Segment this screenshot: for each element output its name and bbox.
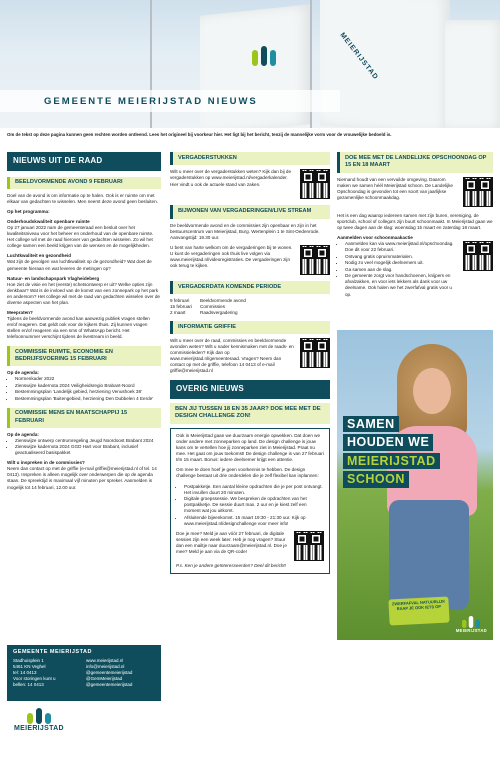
flag-logo: [250, 44, 280, 68]
qr-code-icon[interactable]: [300, 338, 330, 368]
qr-code-icon[interactable]: [300, 245, 330, 275]
beeldvormende-text: Doel van de avond is om informatie op te halen. Ook is er ruimte om met elkaar van gedachten te wisselen. Men neemt deze avond geen besluiten.: [7, 192, 158, 204]
onderhoud-text: Op 27 januari 2022 nam de gemeenteraad een besluit over het kwaliteitsniveau voor het beheer en onderhoud van de openbare ruimte. Het college wil met de raad hierover van gedachten wisselen. Zo wil het college samen een beeld krijgen van de wensen en de mogelijkheden.: [7, 225, 154, 249]
email-link[interactable]: info@meierijstad.nl: [86, 664, 125, 670]
address-line: Voor storingen kunt u: [13, 676, 56, 682]
meierijstad-logo-icon: [250, 44, 280, 66]
vergaderstukken-text: Wilt u meer over de vergaderstukken weten? Kijk dan bij de vergaderstukken op www.meierijstad.nl/vergaderkalender. Hier vindt u ook de actuele stand van zaken.: [170, 169, 292, 187]
section-title: NIEUWS UIT DE RAAD: [7, 152, 161, 171]
beeldvormende-head: BEELDVORMENDE AVOND 9 FEBRUARI: [7, 177, 161, 189]
ds-text-4: P.s. Ken je andere geïnteresseerden? Deel dit bericht!: [176, 562, 286, 568]
page-title: GEMEENTE MEIERIJSTAD NIEUWS: [44, 96, 258, 107]
list-item: • Zienswijze kadernota 2024 GGD Hart voor Brabant, inclusief geactualiseerd basispakket: [15, 444, 161, 456]
address-line: Stadhuisplein 1: [13, 658, 44, 664]
person-jeans: [389, 500, 469, 610]
column-opschoondag: [337, 152, 493, 308]
website-link[interactable]: www.meierijstad.nl: [86, 658, 124, 664]
bijwonen-text: De beeldvormende avond en de commissies zijn openbaar en zijn in het bestuurscentrum van Meierijstad, Burg. Wertenplein 1 te Sint-Oedenrode. Aanvangstijd: 19.30 uur.: [170, 222, 320, 240]
lucht-title: Luchtkwaliteit en gezondheid: [7, 253, 72, 259]
header-banner: [0, 0, 500, 128]
table-cell: Raadsvergadering: [200, 310, 238, 316]
design-challenge-head: BEN JIJ TUSSEN 18 EN 35 JAAR? DOE MEE MET DE DESIGN CHALLENGE ZON!: [170, 403, 330, 424]
table-cell: Beeldvormende avond: [200, 298, 246, 304]
person-face: [413, 368, 451, 414]
list-item: • Nodig zo veel mogelijk deelnemers uit.: [345, 260, 458, 266]
facebook-link[interactable]: @gemeentemeierijstad: [86, 670, 133, 676]
flag: [445, 20, 500, 128]
table-cell: 15 februari: [170, 304, 192, 310]
campaign-slogan: [343, 416, 440, 488]
qr-code-icon[interactable]: [300, 169, 330, 199]
twitter-link[interactable]: @GemMeierijstad: [86, 676, 123, 682]
qr-code-icon[interactable]: [463, 241, 493, 271]
instagram-link[interactable]: @gemeentemeierijstad: [86, 682, 133, 687]
aanmelden-list: [345, 241, 458, 298]
ds-text-2: Om mee te doen hoef je geen voorkennis te hebben. De design challenge bestaat uit drie onderdelen die je zelf flexibel kan inplannen:: [176, 467, 319, 479]
address-line[interactable]: bellen: 14 0413: [13, 682, 44, 687]
vergaderstukken-head: VERGADERSTUKKEN: [170, 152, 330, 165]
zwerfafval-sticker: ZWERFAFVAL NATUURLIJK RAAP JE OOK IETS OP: [388, 596, 449, 625]
natuur-title: Natuur- en landschapspark Vlagheideberg: [7, 275, 100, 281]
list-item: • Postpakketje. Een aantal kleine opdrachten die je per post ontvangt. Het invullen duurt 20 minuten.: [184, 484, 324, 496]
slogan-line: HOUDEN WE: [343, 434, 433, 450]
list-item: • Aanmelden kan via www.meierijstad.nl/opschoondag. Doe dit voor 22 februari.: [345, 241, 458, 253]
opschoondag-head: DOE MEE MET DE LANDELIJKE OPSCHOONDAG OP 15 EN 18 MAART: [337, 152, 493, 173]
ds-text-3: Doe je mee? Meld je aan vóór 27 februari, de digitale sessies zijn een week later. Heb je nog vragen? Stuur dan een mailtje naar duurzaam@meierijstad.nl. Doe je mee? Meld je aan via de QR-code!: [176, 530, 287, 555]
slogan-line: SCHOON: [343, 471, 409, 487]
commissie-mens-head: COMMISSIE MENS EN MAATSCHAPPIJ 15 FEBRUARI: [7, 408, 161, 428]
vergaderdata-table: [170, 298, 330, 316]
qr-code-icon[interactable]: [463, 177, 493, 207]
bijwonen-head: BIJWONEN VAN VERGADERINGEN/LIVE STREAM: [170, 205, 330, 218]
campaign-photo: [337, 330, 493, 640]
logo-wordmark: MEIERIJSTAD: [455, 628, 487, 634]
meierijstad-logo: [14, 708, 64, 733]
griffie-text: Wilt u meer over de raad, commissies en beeldvormende avonden weten? Wilt u nader kennismaken met de raads- en commissieleden? Kijk dan op www.meierijstad.nl/gemeenteraad. Vragen? Neem dan contact op met de griffie, telefoon 14 0413 of e-mail griffie@meierijstad.nl: [170, 337, 294, 374]
natuur-text: Hoe ziet de visie en het (eerste) schetsontwerp er uit? Welke opties zijn denkbaar? Wat is de invloed van de komst van een zonnepark op het park en andersom? Het college wil met de raad van gedachten wisselen over de diverse aspecten van het plan.: [7, 281, 160, 305]
meepraten-text: Tijdens de beeldvormende avond kan aanwezig publiek vragen stellen en/of reageren. Dat geldt ook voor de kijkers thuis. Zij kunnen vragen stellen en/of reageren via een sms of WhatsApp bericht. Het telefoonnummer verschijnt tijdens de livestream in beeld.: [7, 315, 150, 340]
ds-list: [184, 484, 324, 527]
commissie-ruimte-head: COMMISSIE RUIMTE, ECONOMIE EN BEDRIJFSVOERING 15 FEBRUARI: [7, 346, 161, 366]
table-cell: 9 februari: [170, 298, 190, 304]
inspreken-text: Neem dan contact op met de griffie (e-mail griffie@meierijstad.nl of tel. 14 0413). Inspreken is alleen mogelijk over onderwerpen die op de agenda staan. De spreektijd is maximaal vijf minuten per spreker. Aanmelden is mogelijk tot 14 februari, 12.00 uur.: [7, 466, 157, 490]
list-item: • Normenkader 2022: [15, 376, 161, 382]
aanmelden-title: Aanmelden voor schoonmaakactie: [337, 234, 413, 240]
list-item: • Zienswijze kadernota 2024 Veiligheidsregio Brabant-Noord: [15, 383, 161, 389]
ds-text-1: Ook in Meierijstad gaan we duurzaam energie opwekken. Dat doen we onder andere met zonneparken op land. De design challenge is jouw kans om te vertellen hoe jij zonneparken ziet in Meierijstad. Praat nu mee. Het gaat om jouw toekomst! De design challenge is van 27 februari t/m 15 maart. Bonus: iedere deelnemer krijgt een attentie.: [176, 433, 324, 463]
list-item: • Digitale groepssessie. We bespreken de opdrachten van het postpakketje. De sessie duurt max. 2 uur en je kiest zelf een moment wat jou uitkomt.: [184, 496, 324, 514]
list-item: • Afsluitende bijeenkomst. 15 maart 19:30 - 21:30 uur. Kijk op www.meierijstad.nl/designchallenge voor meer info!: [184, 515, 324, 527]
photo-logo: [456, 616, 487, 634]
meierijstad-logo-icon: [26, 708, 52, 724]
mens-agenda-list: [15, 438, 161, 457]
list-item: • De gemeente zorgt voor handschoenen, knijpers en afvalzakken, en voor iets lekkers als dank voor uw deelname. Ook halen we het zwerfafval gratis voor u op.: [345, 273, 458, 297]
address-block: [13, 658, 82, 688]
slogan-line: SAMEN: [343, 416, 399, 432]
commissie-agenda-list: [15, 376, 161, 402]
vergaderdata-head: VERGADERDATA KOMENDE PERIODE: [170, 281, 330, 294]
overig-nieuws-title: OVERIG NIEUWS: [170, 380, 330, 399]
list-item: • Bestemmingsplan 'Buitengebied, herziening Den Dubbelen 4 Eerde': [15, 396, 161, 402]
column-raad: [7, 152, 161, 495]
table-cell: 2 maart: [170, 310, 186, 316]
meepraten-title: Meepraten?: [7, 309, 33, 315]
list-item: • Ga samen aan de slag.: [345, 267, 458, 273]
table-cell: Commissies: [200, 304, 226, 310]
contact-box: [7, 645, 161, 701]
griffie-head: INFORMATIE GRIFFIE: [170, 321, 330, 334]
flag-text: MEIERIJSTAD: [338, 31, 380, 82]
disclaimer: Om de tekst op deze pagina kunnen geen rechten worden ontleend. Lees het origineel bij voorkeur hier. Het ligt bij het bericht, tenzij de mannelijke vorm voor de vrouwelijke bedoeld is.: [7, 132, 392, 137]
list-item: • Ontvang gratis opruimmaterialen.: [345, 254, 458, 260]
slogan-line: MEIERIJSTAD: [343, 453, 440, 469]
contact-title: GEMEENTE MEIERIJSTAD: [13, 649, 92, 655]
list-item: • Bestemmingsplan 'Landelijk gebied, herziening Venushoek 38': [15, 389, 161, 395]
agenda-label: Op de agenda:: [7, 431, 39, 437]
onderhoud-title: Onderhoudskwaliteit openbare ruimte: [7, 219, 90, 225]
programma-label: Op het programma:: [7, 209, 50, 215]
meierijstad-logo-icon: [461, 616, 481, 628]
address-line: 5461 KN Veghel: [13, 664, 46, 670]
opschoondag-text: Niemand houdt van een vervuilde omgeving. Daarom maken we samen héél Meierijstad schoon. De Landelijke Opschoondag is gevonden tot een soort van jaarlijkse gezamenlijke schoonmaakdag.: [337, 176, 453, 200]
inspreken-title: Wilt u inspreken in de commissies?: [7, 460, 85, 466]
qr-code-icon[interactable]: [294, 531, 324, 561]
logo-wordmark: MEIERIJSTAD: [14, 725, 64, 732]
opschoondag-text-2: Het is een dag waarop iedereen samen met zijn buren, vereniging, de sportclub, school of collega's zijn buurt schoonmaakt. In Meierijstad gaan we op twee dagen aan de slag: woensdag 15 maart en zaterdag 18 maart.: [337, 212, 493, 230]
agenda-label: Op de agenda:: [7, 369, 39, 375]
column-vergaderingen: [170, 152, 330, 574]
bijwonen-text-2: U bent van harte welkom om de vergaderingen bij te wonen. U kunt de vergaderingen ook thuis live volgen via www.meierijstad.nl/videoregistraties. De vergaderingen zijn ook terug te kijken.: [170, 244, 293, 269]
address-line[interactable]: tel: 14 0413: [13, 670, 37, 676]
list-item: • Zienswijze ontwerp centrumregeling Jeugd Noordoost Brabant 2024: [15, 438, 161, 444]
lucht-text: Wat zijn de gevolgen van luchtkwaliteit op de gezondheid? Wat doet de gemeente hieraan en wat leveren de metingen op?: [7, 259, 152, 271]
online-block: [86, 658, 155, 688]
design-challenge-box: [170, 428, 330, 574]
